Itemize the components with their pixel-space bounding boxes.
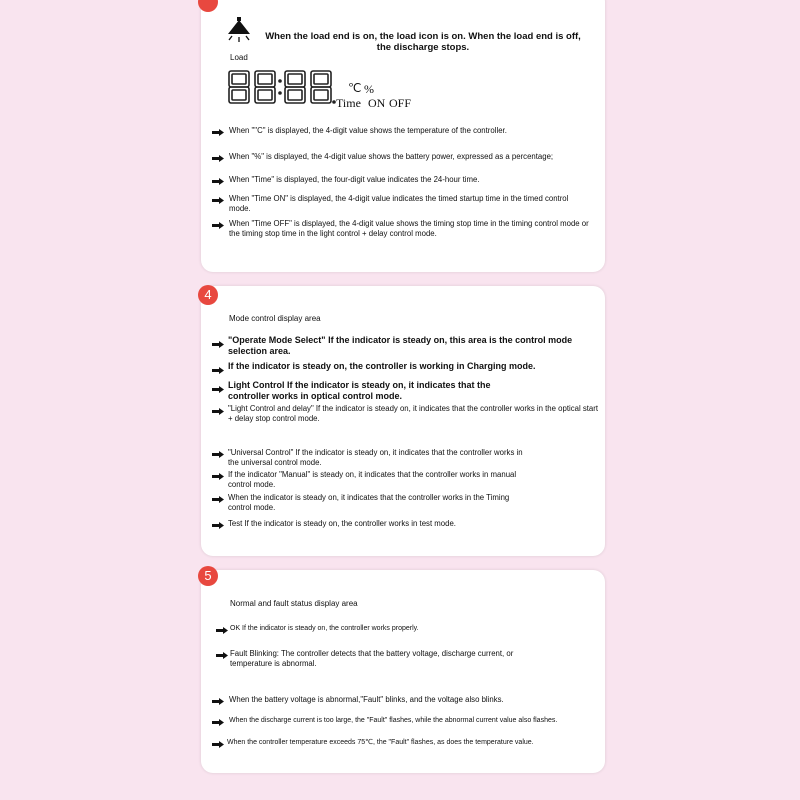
arrow-bullet-icon (212, 197, 224, 204)
arrow-bullet-icon (212, 473, 224, 480)
arrow-bullet-icon (212, 698, 224, 705)
lcd-digit (229, 71, 249, 103)
s4-bullet-4: "Light Control and delay" If the indicator is steady on, it indicates that the controller works in the optical start + delay stop control mode. (228, 404, 599, 423)
lcd-colon (278, 79, 282, 95)
arrow-bullet-icon (212, 741, 224, 748)
load-label: Load (230, 53, 248, 62)
section-4-badge: 4 (198, 285, 218, 305)
s4-bullet-6: If the indicator "Manual" is steady on, it indicates that the controller works in manual control mode. (228, 470, 517, 489)
arrow-bullet-icon (212, 222, 224, 229)
s3-bullet-3: When "Time" is displayed, the four-digit value indicates the 24-hour time. (229, 175, 480, 184)
lcd-unit-percent: % (364, 82, 374, 96)
arrow-bullet-icon (212, 719, 224, 726)
lcd-unit-on: ON (368, 96, 386, 110)
section-5-title: Normal and fault status display area (230, 599, 358, 608)
s4-bullet-1: "Operate Mode Select" If the indicator is steady on, this area is the control mode selection area. (228, 335, 573, 356)
lcd-digit (285, 71, 305, 103)
lcd-digit (311, 71, 331, 103)
s3-bullet-2: When "%" is displayed, the 4-digit value shows the battery power, expressed as a percentage; (229, 152, 554, 161)
s5-bullet-4: When the discharge current is too large, the "Fault" flashes, while the abnormal current value also flashes. (229, 717, 558, 724)
s5-bullet-3: When the battery voltage is abnormal,"Fault" blinks, and the voltage also blinks. (229, 695, 504, 704)
arrow-bullet-icon (212, 522, 224, 529)
s3-bullet-4: When "Time ON" is displayed, the 4-digit value indicates the timed startup time in the timed control mode. (229, 194, 569, 213)
section-4-title: Mode control display area (229, 314, 321, 323)
lcd-digits-display (228, 69, 340, 107)
s4-bullet-3: Light Control If the indicator is steady on, it indicates that the controller works in optical control mode. (228, 380, 491, 401)
arrow-bullet-icon (212, 367, 224, 374)
s4-bullet-7: When the indicator is steady on, it indicates that the controller works in the Timing control mode. (228, 493, 510, 512)
s4-bullet-2: If the indicator is steady on, the controller is working in Charging mode. (228, 361, 536, 371)
s3-bullet-1: When ""C" is displayed, the 4-digit value shows the temperature of the controller. (229, 126, 507, 135)
s3-bullet-5: When "Time OFF" is displayed, the 4-digit value shows the timing stop time in the timing control mode or the timing stop time in the light control + delay control mode. (229, 219, 589, 238)
arrow-bullet-icon (216, 652, 228, 659)
arrow-bullet-icon (212, 178, 224, 185)
arrow-bullet-icon (212, 129, 224, 136)
lamp-icon (224, 17, 254, 47)
lcd-unit-celsius: ℃ (348, 81, 362, 95)
s4-bullet-5: "Universal Control" If the indicator is steady on, it indicates that the controller works in the universal control mode. (228, 448, 523, 467)
arrow-bullet-icon (212, 386, 224, 393)
arrow-bullet-icon (216, 627, 228, 634)
lcd-unit-off: OFF (389, 96, 412, 110)
s4-bullet-8: Test If the indicator is steady on, the controller works in test mode. (228, 519, 456, 528)
arrow-bullet-icon (212, 451, 224, 458)
s5-bullet-1: OK If the indicator is steady on, the controller works properly. (230, 625, 419, 632)
arrow-bullet-icon (212, 408, 224, 415)
lcd-unit-time: Time (336, 96, 361, 110)
s5-bullet-5: When the controller temperature exceeds 75℃, the "Fault" flashes, as does the temperature value. (227, 739, 534, 746)
load-description: When the load end is on, the load icon is on. When the load end is off, the discharge stops. (265, 31, 581, 53)
arrow-bullet-icon (212, 496, 224, 503)
arrow-bullet-icon (212, 341, 224, 348)
s5-bullet-2: Fault Blinking: The controller detects that the battery voltage, discharge current, or temperature is abnormal. (230, 649, 514, 668)
lcd-digit (255, 71, 275, 103)
arrow-bullet-icon (212, 155, 224, 162)
section-5-badge: 5 (198, 566, 218, 586)
